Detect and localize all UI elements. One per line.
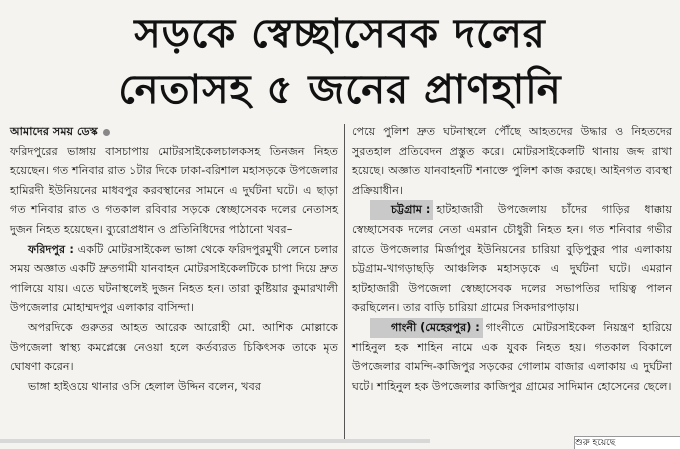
continued-paragraph: পেয়ে পুলিশ দ্রুত ঘটনাস্থলে পৌঁছে আহতদের উদ্ধার ও নিহতদের সুরতহাল প্রতিবেদন প্রস্তুত করে। মোটরসাইকেলটি থানায় জব্দ রাখা হয়েছে। অজ্ঞাত যানবাহনটি শনাক্তে পুলিশ কাজ করছে। আইনগত ব্যবস্থা প্রক্রিয়াধীন। [352, 125, 672, 197]
headline-line-1: সড়কে স্বেচ্ছাসেবক দলের [134, 10, 546, 57]
chattogram-paragraph [352, 200, 672, 318]
headline-line-2: নেতাসহ ৫ জনের প্রাণহানি [118, 66, 562, 113]
byline-text: আমাদের সময় ডেস্ক [10, 125, 98, 138]
injured-paragraph: অপরদিকে গুরুতর আহত আরেক আরোহী মো. আশিক মোল্লাকে উপজেলা স্বাস্থ্য কমপ্লেক্সে নেওয়া হলে কর্তব্যরত চিকিৎসক তাকে মৃত ঘোষণা করেন। [10, 320, 338, 374]
headline [0, 6, 680, 118]
faridpur-paragraph [10, 240, 338, 318]
oc-statement-paragraph: ভাঙ্গা হাইওয়ে থানার ওসি হেলাল উদ্দিন বলেন, খবর [28, 379, 262, 393]
chattogram-label: চট্টগ্রাম : [370, 200, 433, 220]
faridpur-label: ফরিদপুর : [28, 242, 74, 256]
gangni-label: গাংনী (মেহেরপুর) : [370, 318, 483, 338]
bottom-rule [0, 439, 430, 443]
bullet-icon [103, 129, 110, 136]
gangni-text: গাংনীতে মোটরসাইকেল নিয়ন্ত্রণ হারিয়ে শাহিনুল হক শাহিন নামে এক যুবক নিহত হয়। গতকাল বিকালে উপজেলার বামন্দি-কাজিপুর সড়কের গোলাম বাজার এলাকায় এ দুর্ঘটনা ঘটে। শাহিনুল হক উপজেলার কাজিপুর গ্রামের সাদিমান হোসেনের ছেলে। [352, 320, 672, 393]
faridpur-text: একটি মোটরসাইকেল ভাঙ্গা থেকে ফরিদপুরমুখী লেনে চলার সময় অজ্ঞাত একটি দ্রুতগামী যানবাহন মোটরসাইকেলটিকে চাপা দিয়ে দ্রুত পালিয়ে যায়। এতে ঘটনাস্থলেই দুজন নিহত হন। তারা কুষ্টিয়ার কুমারখালী উপজেলার মোহাম্মদপুর এলাকার বাসিন্দা। [10, 242, 338, 315]
intro-paragraph: ফরিদপুরের ভাঙ্গায় বাসচাপায় মোটরসাইকেলচালকসহ তিনজন নিহত হয়েছেন। গত শনিবার রাত ১টার দিকে ঢাকা-বরিশাল মহাসড়কে উপজেলার হামিরদী ইউনিয়নের মাধবপুর করবস্থানের সামনে এ দুর্ঘটনা ঘটে। এ ছাড়া গত শনিবার রাত ও গতকাল রবিবার সড়কে স্বেচ্ছাসেবক দলের নেতাসহ দুজন নিহত হয়েছেন। ব্যুরোপ্রধান ও প্রতিনিধিদের পাঠানো খবর– [10, 144, 338, 236]
byline [10, 122, 338, 142]
bottom-strip [0, 436, 680, 448]
gangni-paragraph [352, 318, 672, 396]
article-left-column [10, 122, 338, 396]
column-divider [344, 124, 345, 442]
next-article-teaser: শুরু হয়েছে [574, 436, 680, 449]
chattogram-text: হাটহাজারী উপজেলায় চাঁদের গাড়ির ধাক্কায় স্বেচ্ছাসেবক দলের নেতা এমরান চৌধুরী নিহত হন। গত শনিবার গভীর রাতে উপজেলার মির্জাপুর ইউনিয়নের চারিয়া বুড়িপুকুর পার এলাকায় চট্টগ্রাম-খাগড়াছড়ি আঞ্চলিক মহাসড়কে এ দুর্ঘটনা ঘটে। এমরান হাটহাজারী উপজেলা স্বেচ্ছাসেবক দলের সভাপতির দায়িত্ব পালন করছিলেন। তার বাড়ি চারিয়া গ্রামের সিকদারপাড়ায়। [352, 203, 672, 315]
article-right-column [352, 122, 672, 396]
